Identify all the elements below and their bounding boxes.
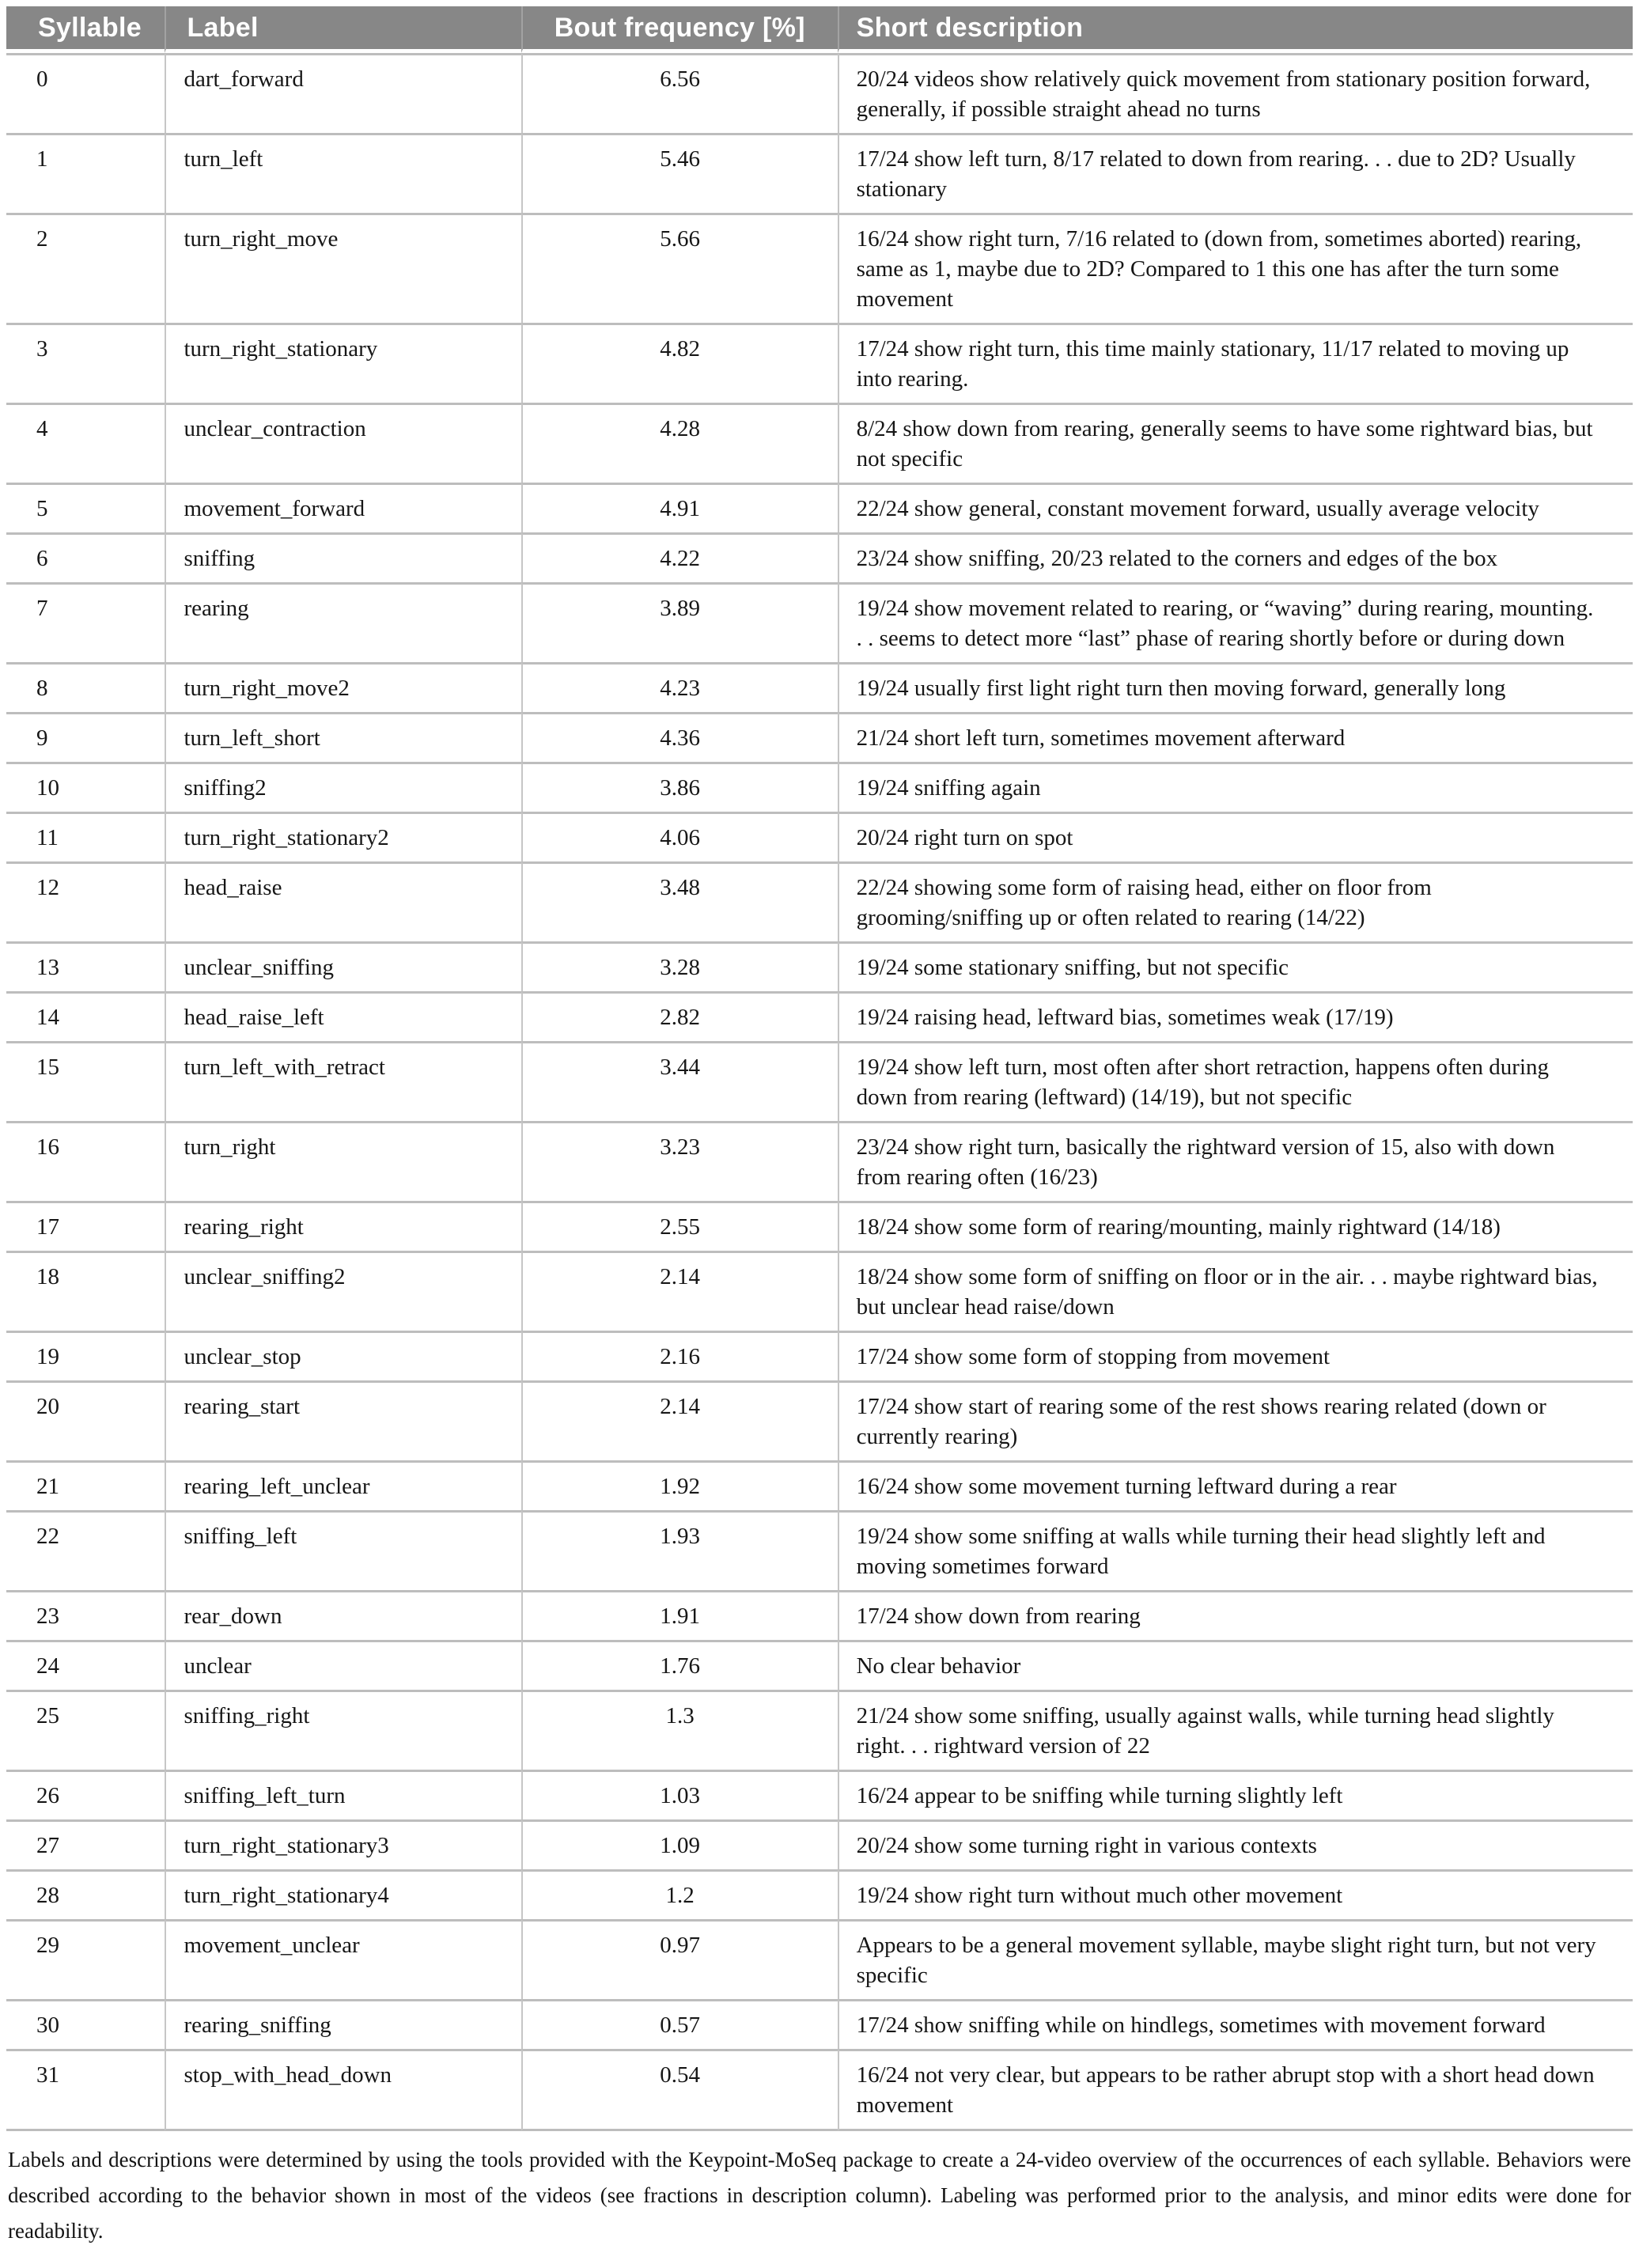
- table-row: [6, 1251, 1633, 1331]
- label-cell: sniffing2: [165, 762, 520, 812]
- column-header-short-description: Short description: [838, 6, 1633, 53]
- label-cell: sniffing_left_turn: [165, 1770, 520, 1819]
- syllable-cell: 21: [6, 1460, 165, 1510]
- syllable-cell: 14: [6, 991, 165, 1041]
- table-row: [6, 1121, 1633, 1201]
- description-cell: 22/24 showing some form of raising head, either on floor from grooming/sniffing up or often related to rearing (14/22): [838, 861, 1633, 941]
- description-cell: 17/24 show sniffing while on hindlegs, sometimes with movement forward: [838, 1999, 1633, 2049]
- description-cell: 19/24 show some sniffing at walls while turning their head slightly left and moving sometimes forward: [838, 1510, 1633, 1590]
- syllable-cell: 26: [6, 1770, 165, 1819]
- table-row: [6, 991, 1633, 1041]
- description-cell: 23/24 show right turn, basically the rightward version of 15, also with down from rearing often (16/23): [838, 1121, 1633, 1201]
- label-cell: sniffing_left: [165, 1510, 520, 1590]
- bout-frequency-cell: 4.22: [521, 532, 838, 582]
- bout-frequency-cell: 2.55: [521, 1201, 838, 1251]
- bout-frequency-cell: 1.92: [521, 1460, 838, 1510]
- bout-frequency-cell: 5.66: [521, 213, 838, 323]
- table-footnote: Labels and descriptions were determined by using the tools provided with the Keypoint-MoSeq package to create a 24-video overview of the occurrences of each syllable. Behaviors were described according to the behavior shown in most of the videos (see fractions in description column). Labeling was performed prior to the analysis, and minor edits were done for readability.: [8, 2148, 1631, 2243]
- syllable-cell: 24: [6, 1640, 165, 1690]
- syllable-cell: 13: [6, 941, 165, 991]
- label-cell: unclear: [165, 1640, 520, 1690]
- description-cell: 18/24 show some form of rearing/mounting, mainly rightward (14/18): [838, 1201, 1633, 1251]
- description-cell: 22/24 show general, constant movement forward, usually average velocity: [838, 483, 1633, 532]
- bout-frequency-cell: 3.23: [521, 1121, 838, 1201]
- bout-frequency-cell: 5.46: [521, 133, 838, 213]
- description-cell: 17/24 show right turn, this time mainly stationary, 11/17 related to moving up into rearing.: [838, 323, 1633, 403]
- syllable-cell: 23: [6, 1590, 165, 1640]
- table-row: [6, 532, 1633, 582]
- syllable-cell: 11: [6, 812, 165, 861]
- table-header-row: [6, 6, 1633, 53]
- table-row: [6, 712, 1633, 762]
- label-cell: unclear_sniffing2: [165, 1251, 520, 1331]
- label-cell: turn_right_move2: [165, 662, 520, 712]
- syllable-cell: 18: [6, 1251, 165, 1331]
- description-cell: 19/24 sniffing again: [838, 762, 1633, 812]
- description-cell: No clear behavior: [838, 1640, 1633, 1690]
- bout-frequency-cell: 1.2: [521, 1869, 838, 1919]
- table-row: [6, 861, 1633, 941]
- bout-frequency-cell: 1.76: [521, 1640, 838, 1690]
- description-cell: 23/24 show sniffing, 20/23 related to the corners and edges of the box: [838, 532, 1633, 582]
- syllable-cell: 28: [6, 1869, 165, 1919]
- label-cell: rearing_start: [165, 1380, 520, 1460]
- bout-frequency-cell: 1.3: [521, 1690, 838, 1770]
- table-row: [6, 213, 1633, 323]
- table-row: [6, 1640, 1633, 1690]
- description-cell: 20/24 videos show relatively quick movement from stationary position forward, generally, if possible straight ahead no turns: [838, 53, 1633, 133]
- description-cell: 19/24 show left turn, most often after short retraction, happens often during down from rearing (leftward) (14/19), but not specific: [838, 1041, 1633, 1121]
- table-row: [6, 1331, 1633, 1380]
- label-cell: unclear_contraction: [165, 403, 520, 483]
- table-row: [6, 582, 1633, 662]
- table-row: [6, 403, 1633, 483]
- syllable-cell: 6: [6, 532, 165, 582]
- bout-frequency-cell: 3.48: [521, 861, 838, 941]
- label-cell: rearing: [165, 582, 520, 662]
- label-cell: rearing_sniffing: [165, 1999, 520, 2049]
- table-body: [6, 53, 1633, 2131]
- table-row: [6, 1201, 1633, 1251]
- bout-frequency-cell: 0.97: [521, 1919, 838, 1999]
- table-row: [6, 133, 1633, 213]
- description-cell: 16/24 not very clear, but appears to be rather abrupt stop with a short head down movement: [838, 2049, 1633, 2131]
- bout-frequency-cell: 3.44: [521, 1041, 838, 1121]
- syllable-cell: 9: [6, 712, 165, 762]
- label-cell: movement_forward: [165, 483, 520, 532]
- table-row: [6, 941, 1633, 991]
- syllable-cell: 25: [6, 1690, 165, 1770]
- description-cell: 16/24 show some movement turning leftward during a rear: [838, 1460, 1633, 1510]
- table-row: [6, 1869, 1633, 1919]
- description-cell: 21/24 show some sniffing, usually against walls, while turning head slightly right. . . rightward version of 22: [838, 1690, 1633, 1770]
- table-row: [6, 1690, 1633, 1770]
- table-row: [6, 1770, 1633, 1819]
- description-cell: 19/24 usually first light right turn then moving forward, generally long: [838, 662, 1633, 712]
- label-cell: turn_left: [165, 133, 520, 213]
- bout-frequency-cell: 1.93: [521, 1510, 838, 1590]
- bout-frequency-cell: 2.14: [521, 1380, 838, 1460]
- label-cell: turn_left_short: [165, 712, 520, 762]
- description-cell: 19/24 some stationary sniffing, but not specific: [838, 941, 1633, 991]
- label-cell: turn_right_stationary4: [165, 1869, 520, 1919]
- syllable-cell: 4: [6, 403, 165, 483]
- description-cell: 17/24 show some form of stopping from movement: [838, 1331, 1633, 1380]
- description-cell: 16/24 show right turn, 7/16 related to (down from, sometimes aborted) rearing, same as 1, maybe due to 2D? Compared to 1 this one has after the turn some movement: [838, 213, 1633, 323]
- syllable-cell: 17: [6, 1201, 165, 1251]
- label-cell: dart_forward: [165, 53, 520, 133]
- bout-frequency-cell: 4.23: [521, 662, 838, 712]
- label-cell: head_raise: [165, 861, 520, 941]
- label-cell: unclear_stop: [165, 1331, 520, 1380]
- syllable-cell: 1: [6, 133, 165, 213]
- table-row: [6, 53, 1633, 133]
- syllable-cell: 3: [6, 323, 165, 403]
- label-cell: unclear_sniffing: [165, 941, 520, 991]
- syllable-cell: 16: [6, 1121, 165, 1201]
- syllable-cell: 7: [6, 582, 165, 662]
- syllable-cell: 22: [6, 1510, 165, 1590]
- bout-frequency-cell: 2.82: [521, 991, 838, 1041]
- table-row: [6, 1999, 1633, 2049]
- description-cell: 17/24 show down from rearing: [838, 1590, 1633, 1640]
- bout-frequency-cell: 4.36: [521, 712, 838, 762]
- bout-frequency-cell: 1.91: [521, 1590, 838, 1640]
- description-cell: 21/24 short left turn, sometimes movement afterward: [838, 712, 1633, 762]
- table-row: [6, 323, 1633, 403]
- table-row: [6, 1041, 1633, 1121]
- syllable-cell: 5: [6, 483, 165, 532]
- syllable-cell: 2: [6, 213, 165, 323]
- table-row: [6, 483, 1633, 532]
- column-header-syllable: Syllable: [6, 6, 165, 53]
- label-cell: turn_right_stationary: [165, 323, 520, 403]
- description-cell: 17/24 show start of rearing some of the rest shows rearing related (down or currently rearing): [838, 1380, 1633, 1460]
- bout-frequency-cell: 0.54: [521, 2049, 838, 2131]
- table-row: [6, 1919, 1633, 1999]
- column-header-label: Label: [165, 6, 520, 53]
- label-cell: turn_right_move: [165, 213, 520, 323]
- description-cell: 19/24 raising head, leftward bias, sometimes weak (17/19): [838, 991, 1633, 1041]
- label-cell: turn_right: [165, 1121, 520, 1201]
- label-cell: movement_unclear: [165, 1919, 520, 1999]
- bout-frequency-cell: 4.91: [521, 483, 838, 532]
- syllable-cell: 0: [6, 53, 165, 133]
- description-cell: 19/24 show movement related to rearing, or “waving” during rearing, mounting. . . seems to detect more “last” phase of rearing shortly before or during down: [838, 582, 1633, 662]
- table-row: [6, 1819, 1633, 1869]
- label-cell: rearing_left_unclear: [165, 1460, 520, 1510]
- syllable-cell: 27: [6, 1819, 165, 1869]
- description-cell: 8/24 show down from rearing, generally seems to have some rightward bias, but not specific: [838, 403, 1633, 483]
- label-cell: rearing_right: [165, 1201, 520, 1251]
- bout-frequency-cell: 3.86: [521, 762, 838, 812]
- syllable-cell: 20: [6, 1380, 165, 1460]
- bout-frequency-cell: 2.14: [521, 1251, 838, 1331]
- bout-frequency-cell: 1.03: [521, 1770, 838, 1819]
- bout-frequency-cell: 3.28: [521, 941, 838, 991]
- description-cell: 17/24 show left turn, 8/17 related to down from rearing. . . due to 2D? Usually stationary: [838, 133, 1633, 213]
- bout-frequency-cell: 4.28: [521, 403, 838, 483]
- label-cell: rear_down: [165, 1590, 520, 1640]
- syllable-cell: 29: [6, 1919, 165, 1999]
- table-row: [6, 662, 1633, 712]
- description-cell: 20/24 show some turning right in various contexts: [838, 1819, 1633, 1869]
- description-cell: 16/24 appear to be sniffing while turning slightly left: [838, 1770, 1633, 1819]
- syllable-table: [6, 6, 1633, 2131]
- table-row: [6, 762, 1633, 812]
- table-row: [6, 1590, 1633, 1640]
- syllable-cell: 10: [6, 762, 165, 812]
- label-cell: turn_left_with_retract: [165, 1041, 520, 1121]
- description-cell: 20/24 right turn on spot: [838, 812, 1633, 861]
- bout-frequency-cell: 6.56: [521, 53, 838, 133]
- bout-frequency-cell: 1.09: [521, 1819, 838, 1869]
- label-cell: head_raise_left: [165, 991, 520, 1041]
- syllable-cell: 8: [6, 662, 165, 712]
- table-row: [6, 1380, 1633, 1460]
- bout-frequency-cell: 2.16: [521, 1331, 838, 1380]
- table-row: [6, 812, 1633, 861]
- bout-frequency-cell: 0.57: [521, 1999, 838, 2049]
- label-cell: sniffing_right: [165, 1690, 520, 1770]
- syllable-cell: 31: [6, 2049, 165, 2131]
- description-cell: 18/24 show some form of sniffing on floor or in the air. . . maybe rightward bias, but unclear head raise/down: [838, 1251, 1633, 1331]
- syllable-cell: 19: [6, 1331, 165, 1380]
- syllable-cell: 15: [6, 1041, 165, 1121]
- label-cell: stop_with_head_down: [165, 2049, 520, 2131]
- label-cell: turn_right_stationary3: [165, 1819, 520, 1869]
- syllable-cell: 30: [6, 1999, 165, 2049]
- table-row: [6, 1510, 1633, 1590]
- bout-frequency-cell: 3.89: [521, 582, 838, 662]
- label-cell: sniffing: [165, 532, 520, 582]
- description-cell: Appears to be a general movement syllable, maybe slight right turn, but not very specific: [838, 1919, 1633, 1999]
- table-row: [6, 1460, 1633, 1510]
- table-row: [6, 2049, 1633, 2131]
- bout-frequency-cell: 4.82: [521, 323, 838, 403]
- description-cell: 19/24 show right turn without much other movement: [838, 1869, 1633, 1919]
- syllable-cell: 12: [6, 861, 165, 941]
- bout-frequency-cell: 4.06: [521, 812, 838, 861]
- label-cell: turn_right_stationary2: [165, 812, 520, 861]
- column-header-bout-frequency: Bout frequency [%]: [521, 6, 838, 53]
